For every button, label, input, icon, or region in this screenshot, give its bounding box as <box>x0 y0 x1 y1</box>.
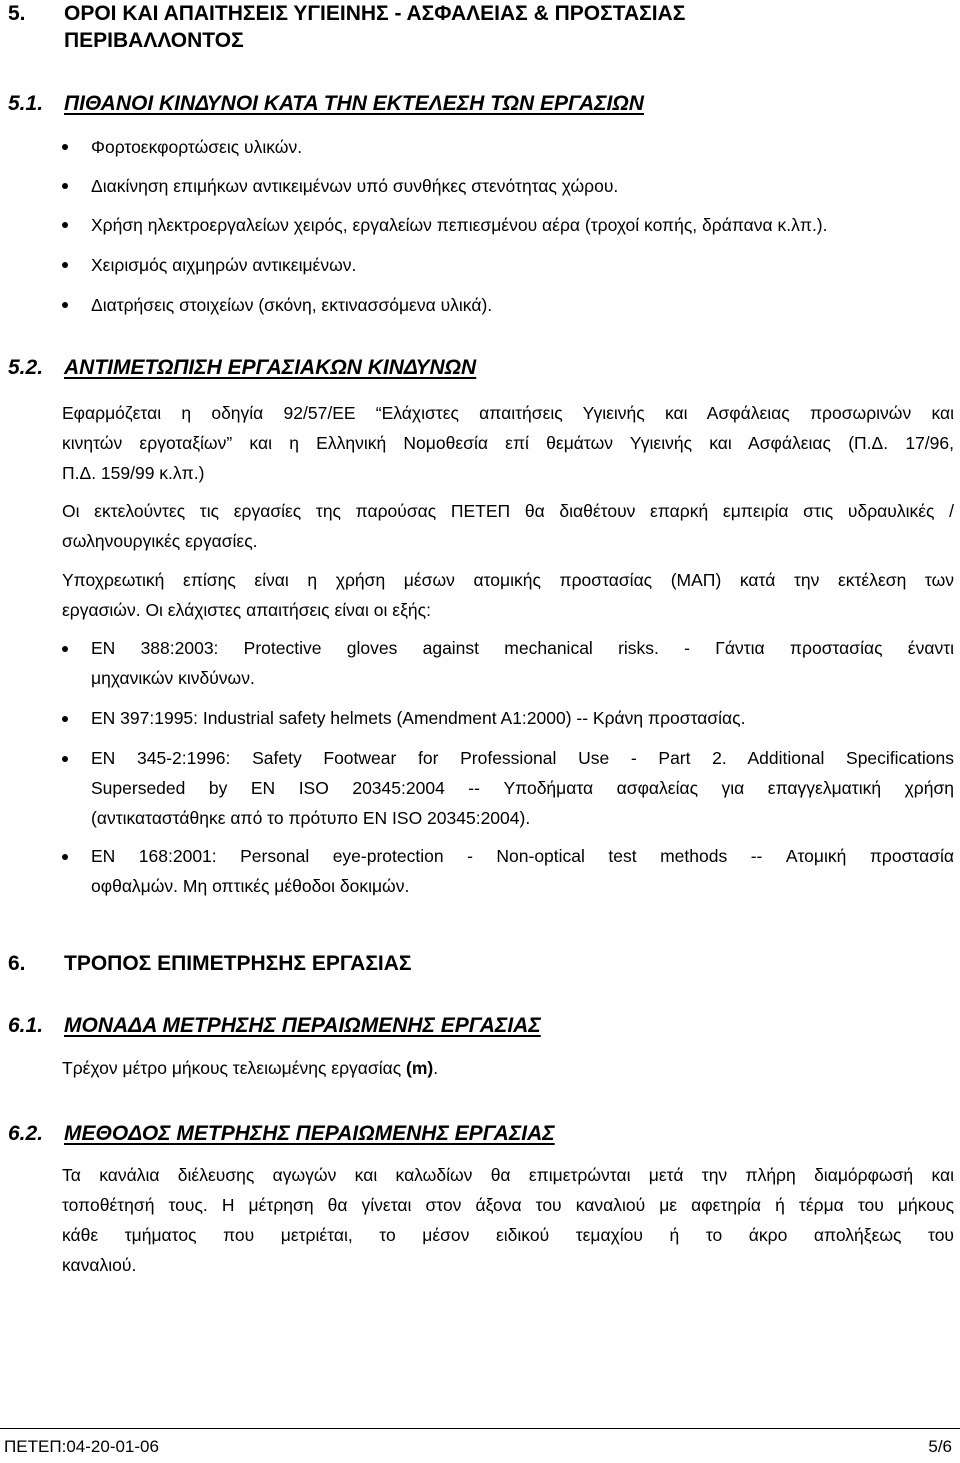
unit-description: Τρέχον μέτρο μήκους τελειωμένης εργασίας <box>62 1058 407 1078</box>
text-line: τοποθέτησή τους. Η μέτρηση θα γίνεται στον άξονα του καναλιού με αφετηρία ή τέρμα του μήκους <box>62 1195 954 1215</box>
unit-symbol: (m) <box>406 1058 434 1078</box>
text-line: ΕΝ 397:1995: Industrial safety helmets (Amendment A1:2000) -- Κράνη προστασίας. <box>91 708 746 728</box>
text-line: ΕΝ 388:2003: Protective gloves against mechanical risks. - Γάντια προστασίας έναντι <box>91 638 954 658</box>
hazard-item: Διατρήσεις στοιχείων (σκόνη, εκτινασσόμενα υλικά). <box>91 295 493 315</box>
section-5-2-heading <box>8 354 476 382</box>
section-6-1-number: 6.1. <box>8 1014 44 1037</box>
text-line: Superseded by EN ISO 20345:2004 -- Υποδήματα ασφαλείας για επαγγελματική χρήση <box>91 778 954 798</box>
section-5-1-title: ΠΙΘΑΝΟΙ ΚΙΝΔΥΝΟΙ ΚΑΤΑ ΤΗΝ ΕΚΤΕΛΕΣΗ ΤΩΝ ΕΡΓΑΣΙΩΝ <box>64 92 644 115</box>
ppe-item-eye-protection <box>91 841 954 901</box>
section-5-title-line1: ΟΡΟΙ ΚΑΙ ΑΠΑΙΤΗΣΕΙΣ ΥΓΙΕΙΝΗΣ - ΑΣΦΑΛΕΙΑΣ & ΠΡΟΣΤΑΣΙΑΣ <box>64 2 686 25</box>
bullet-dot <box>62 222 68 228</box>
bullet-dot <box>62 262 68 268</box>
section-6-heading <box>8 950 412 978</box>
text-line: Οι εκτελούντες τις εργασίες της παρούσας ΠΕΤΕΠ θα διαθέτουν επαρκή εμπειρία στις υδραυλικές / <box>62 501 954 521</box>
section-5-2-title: ΑΝΤΙΜΕΤΩΠΙΣΗ ΕΡΓΑΣΙΑΚΩΝ ΚΙΝΔΥΝΩΝ <box>64 356 477 379</box>
text-line: οφθαλμών. Μη οπτικές μέθοδοι δοκιμών. <box>91 876 410 896</box>
section-6-1-title: ΜΟΝΑΔΑ ΜΕΤΡΗΣΗΣ ΠΕΡΑΙΩΜΕΝΗΣ ΕΡΓΑΣΙΑΣ <box>64 1014 541 1037</box>
text-line: κάθε τμήματος που μετριέται, το μέσον ειδικού τεμαχίου ή το άκρο απολήξεως του <box>62 1225 954 1245</box>
section-6-2-title: ΜΕΘΟΔΟΣ ΜΕΤΡΗΣΗΣ ΠΕΡΑΙΩΜΕΝΗΣ ΕΡΓΑΣΙΑΣ <box>64 1122 555 1145</box>
paragraph-ppe <box>62 565 954 625</box>
bullet-dot <box>62 144 68 150</box>
section-6-title: ΤΡΟΠΟΣ ΕΠΙΜΕΤΡΗΣΗΣ ΕΡΓΑΣΙΑΣ <box>64 952 412 975</box>
measurement-method-paragraph <box>62 1160 954 1280</box>
paragraph-experience <box>62 496 954 556</box>
section-6-2-heading <box>8 1120 555 1148</box>
section-5-heading-line2 <box>64 27 244 55</box>
section-6-1-heading <box>8 1012 541 1040</box>
text-line: Π.Δ. 159/99 κ.λπ.) <box>62 463 205 483</box>
text-line: (αντικαταστάθηκε από το πρότυπο ΕΝ ISO 20345:2004). <box>91 808 531 828</box>
hazard-item: Διακίνηση επιμήκων αντικειμένων υπό συνθήκες στενότητας χώρου. <box>91 176 619 196</box>
text-line: ΕΝ 168:2001: Personal eye-protection - Non-optical test methods -- Ατομική προστασία <box>91 846 954 866</box>
section-6-number: 6. <box>8 952 26 975</box>
text-line: κινητών εργοταξίων” και η Ελληνική Νομοθεσία επί θεμάτων Υγιεινής και Ασφάλειας (Π.Δ. 17/96, <box>62 433 954 453</box>
text-line: Υποχρεωτική επίσης είναι η χρήση μέσων ατομικής προστασίας (ΜΑΠ) κατά την εκτέλεση των <box>62 570 954 590</box>
bullet-dot <box>62 854 68 860</box>
bullet-dot <box>62 183 68 189</box>
unit-period: . <box>433 1058 439 1078</box>
hazard-item: Χειρισμός αιχμηρών αντικειμένων. <box>91 255 357 275</box>
bullet-dot <box>62 716 68 722</box>
text-line: Εφαρμόζεται η οδηγία 92/57/ΕΕ “Ελάχιστες απαιτήσεις Υγιεινής και Ασφάλειας προσωρινών και <box>62 403 954 423</box>
section-5-1-number: 5.1. <box>8 92 44 115</box>
section-5-1-heading <box>8 90 644 118</box>
bullet-dot <box>62 302 68 308</box>
footer-page-number: 5/6 <box>928 1437 952 1456</box>
hazard-item: Χρήση ηλεκτροεργαλείων χειρός, εργαλείων πεπιεσμένου αέρα (τροχοί κοπής, δράπανα κ.λπ.). <box>91 215 828 235</box>
paragraph-legislation <box>62 398 954 488</box>
section-5-title-line2: ΠΕΡΙΒΑΛΛΟΝΤΟΣ <box>64 29 244 52</box>
section-6-2-number: 6.2. <box>8 1122 44 1145</box>
text-line: σωληνουργικές εργασίες. <box>62 531 258 551</box>
footer-code: ΠΕΤΕΠ:04-20-01-06 <box>4 1437 159 1456</box>
ppe-item-footwear <box>91 743 954 833</box>
section-5-2-number: 5.2. <box>8 356 44 379</box>
text-line: καναλιού. <box>62 1255 137 1275</box>
text-line: Τα κανάλια διέλευσης αγωγών και καλωδίων θα επιμετρώνται μετά την πλήρη διαμόρφωσή και <box>62 1165 954 1185</box>
text-line: ΕΝ 345-2:1996: Safety Footwear for Professional Use - Part 2. Additional Specifications <box>91 748 954 768</box>
section-5-heading <box>8 0 685 28</box>
section-5-number: 5. <box>8 2 26 25</box>
hazard-item: Φορτοεκφορτώσεις υλικών. <box>91 137 303 157</box>
measurement-unit-text <box>62 1053 954 1083</box>
bullet-dot <box>62 756 68 762</box>
ppe-item-gloves <box>91 633 954 693</box>
ppe-item-helmets <box>91 703 954 733</box>
text-line: εργασιών. Οι ελάχιστες απαιτήσεις είναι οι εξής: <box>62 600 431 620</box>
footer-rule <box>0 1428 960 1429</box>
bullet-dot <box>62 646 68 652</box>
text-line: μηχανικών κινδύνων. <box>91 668 255 688</box>
